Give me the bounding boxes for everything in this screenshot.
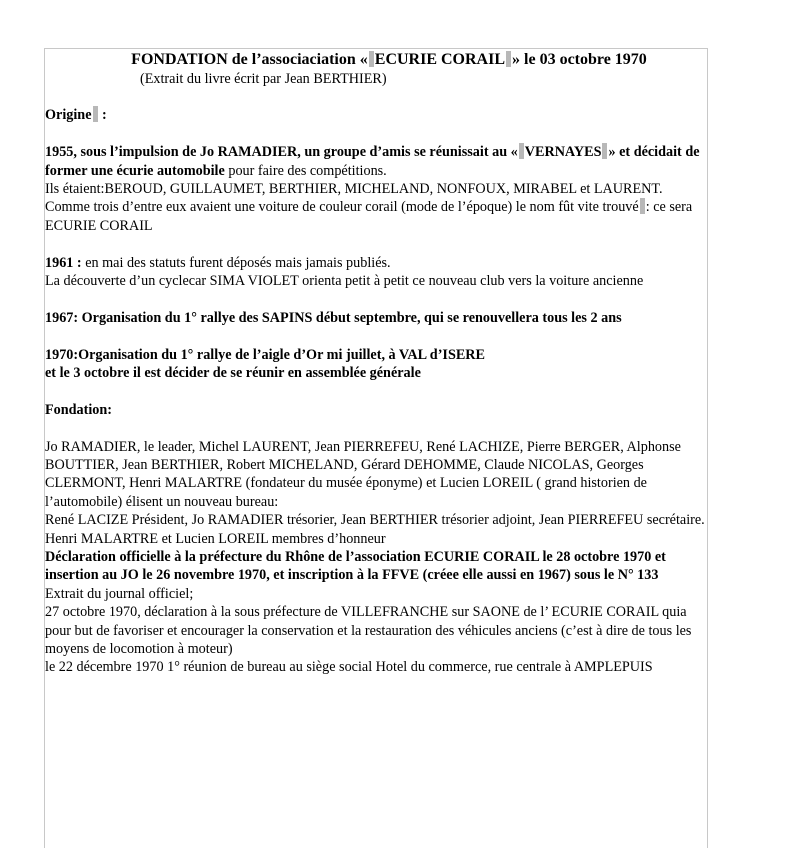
title-text-start: FONDATION de l’associaciation « <box>131 51 368 68</box>
paragraph-cyclecar: La découverte d’un cyclecar SIMA VIOLET orienta petit à petit ce nouveau club vers la voiture ancienne <box>45 273 644 290</box>
title-text-end: » le 03 octobre 1970 <box>512 51 647 68</box>
paragraph-corail: Comme trois d’entre eux avaient une voiture de couleur corail (mode de l’époque) le nom fût vite trouvé : ce sera ECURIE CORAIL <box>45 199 693 234</box>
paragraph-27-octobre: 27 octobre 1970, déclaration à la sous préfecture de VILLEFRANCHE sur SAONE de l’ ECURIE CORAIL quia pour but de favoriser et encourager la conservation et la restauration des véhicules anciens (c’est à dire de tous les moyens de locomotion à moteur) <box>45 604 692 658</box>
highlight-mark <box>369 51 374 67</box>
paragraph-honneur: Henri MALARTRE et Lucien LOREIL membres d’honneur <box>45 530 386 547</box>
paragraph-1967: 1967: Organisation du 1° rallye des SAPINS début septembre, qui se renouvellera tous les 2 ans <box>45 309 622 326</box>
title-club-name: ECURIE CORAIL <box>374 51 506 68</box>
origine-heading: Origine : <box>45 107 107 124</box>
paragraph-1955: 1955, sous l’impulsion de Jo RAMADIER, un groupe d’amis se réunissait au « VERNAYES » et décidait de former une écurie automobile pour faire des compétitions. <box>45 144 700 179</box>
paragraph-22-decembre: le 22 décembre 1970 1° réunion de bureau au siège social Hotel du commerce, rue centrale à AMPLEPUIS <box>45 659 653 676</box>
document-body <box>45 50 705 677</box>
highlight-mark <box>506 51 511 67</box>
paragraph-bureau: René LACIZE Président, Jo RAMADIER trésorier, Jean BERTHIER trésorier adjoint, Jean PIERREFEU secrétaire. <box>45 512 705 529</box>
fondation-heading: Fondation: <box>45 401 113 418</box>
highlight-mark <box>640 198 645 214</box>
paragraph-1961: 1961 : en mai des statuts furent déposés mais jamais publiés. <box>45 254 391 271</box>
paragraph-founders: Jo RAMADIER, le leader, Michel LAURENT, Jean PIERREFEU, René LACHIZE, Pierre BERGER, Alphonse BOUTTIER, Jean BERTHIER, Robert MICHELAND, Gérard DEHOMME, Claude NICOLAS, Georges CLERMONT, Henri MALARTRE (fondateur du musée éponyme) et Lucien LOREIL ( grand historien de l’automobile) élisent un nouveau bureau: <box>45 438 681 510</box>
page-title <box>73 50 705 70</box>
highlight-mark <box>93 106 98 122</box>
paragraph-1970-rallye: 1970:Organisation du 1° rallye de l’aigle d’Or mi juillet, à VAL d’ISERE <box>45 346 486 363</box>
highlight-mark <box>602 143 607 159</box>
paragraph-declaration: Déclaration officielle à la préfecture du Rhône de l’association ECURIE CORAIL le 28 octobre 1970 et insertion au JO le 26 novembre 1970, et inscription à la FFVE (créee elle aussi en 1967) sous le N° 133 <box>45 549 666 584</box>
paragraph-members-1955: Ils étaient:BEROUD, GUILLAUMET, BERTHIER, MICHELAND, NONFOUX, MIRABEL et LAURENT. <box>45 181 663 197</box>
page-subtitle: (Extrait du livre écrit par Jean BERTHIER) <box>140 71 387 87</box>
highlight-mark <box>519 143 524 159</box>
paragraph-extrait: Extrait du journal officiel; <box>45 585 194 602</box>
paragraph-1970-assemblee: et le 3 octobre il est décider de se réunir en assemblée générale <box>45 365 421 382</box>
